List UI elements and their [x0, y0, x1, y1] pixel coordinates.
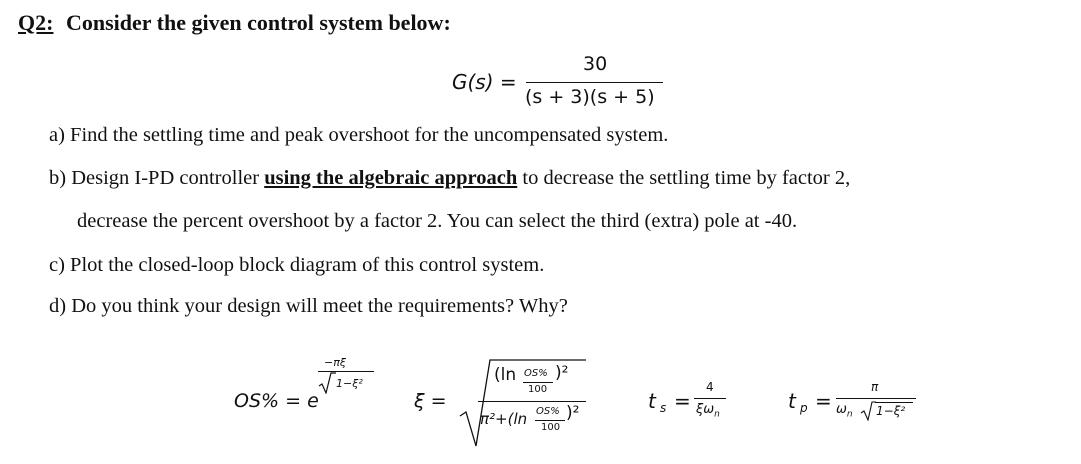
- os-lhs: OS% = e: [234, 390, 319, 412]
- tp-equals: =: [815, 389, 832, 413]
- transfer-function-lhs: G(s) =: [452, 70, 517, 94]
- question-b-end: to decrease the settling time by factor 2,: [517, 167, 851, 189]
- ts-denominator-subscript: n: [714, 409, 720, 420]
- ts-denominator-symbol: ξω: [696, 402, 715, 417]
- question-b: [49, 167, 850, 190]
- zeta-numerator-close: )²: [555, 363, 569, 383]
- zeta-denominator-os: OS%: [536, 406, 560, 417]
- tp-subscript: p: [800, 401, 808, 415]
- fraction-bar: [526, 82, 663, 83]
- zeta-denominator-100: 100: [541, 422, 561, 433]
- zeta-denominator-inner-bar: [535, 420, 565, 421]
- zeta-numerator-ln: (ln: [494, 365, 517, 385]
- question-a: a) Find the settling time and peak overshoot for the uncompensated system.: [49, 124, 669, 146]
- question-title: Consider the given control system below:: [66, 10, 451, 35]
- tp-root-overline: [875, 402, 913, 403]
- question-b-start: b) Design I-PD controller: [49, 167, 265, 189]
- tp-numerator: π: [871, 380, 879, 394]
- zeta-denominator-close: )²: [566, 403, 580, 423]
- ts-numerator: 4: [706, 380, 714, 394]
- os-exponent-denominator: 1−ξ²: [336, 377, 363, 390]
- question-c: c) Plot the closed-loop block diagram of this control system.: [49, 254, 545, 276]
- square-root-icon: [458, 356, 588, 448]
- zeta-numerator-100: 100: [528, 384, 548, 395]
- square-root-icon: [860, 401, 876, 421]
- transfer-function-denominator: (s + 3)(s + 5): [525, 86, 655, 108]
- square-root-icon: [318, 372, 336, 394]
- tp-root-content: 1−ξ²: [876, 404, 906, 418]
- zeta-denominator-prefix: π²+(ln: [480, 410, 528, 428]
- ts-denominator: [696, 402, 720, 420]
- tp-denominator-subscript: n: [846, 409, 853, 420]
- os-exponent-numerator: −πξ: [324, 356, 346, 369]
- tp-lhs: t: [788, 389, 796, 413]
- question-label: Q2:: [18, 10, 54, 35]
- ts-lhs: t: [648, 389, 656, 413]
- ts-equals: =: [674, 389, 691, 413]
- zeta-inner-bar: [523, 382, 553, 383]
- ts-bar: [694, 398, 726, 399]
- tp-bar: [836, 398, 916, 399]
- question-b-emphasis: using the algebraic approach: [264, 167, 518, 189]
- zeta-main-bar: [478, 401, 586, 402]
- ts-subscript: s: [660, 401, 667, 415]
- question-d: d) Do you think your design will meet the requirements? Why?: [49, 295, 568, 317]
- tp-denominator: [836, 402, 853, 420]
- zeta-numerator-os: OS%: [524, 368, 548, 379]
- question-b-continuation: decrease the percent overshoot by a factor 2. You can select the third (extra) pole at -40.: [77, 210, 798, 232]
- zeta-lhs: ξ =: [414, 390, 447, 412]
- tp-denominator-symbol: ω: [836, 402, 847, 417]
- transfer-function-numerator: 30: [583, 53, 608, 75]
